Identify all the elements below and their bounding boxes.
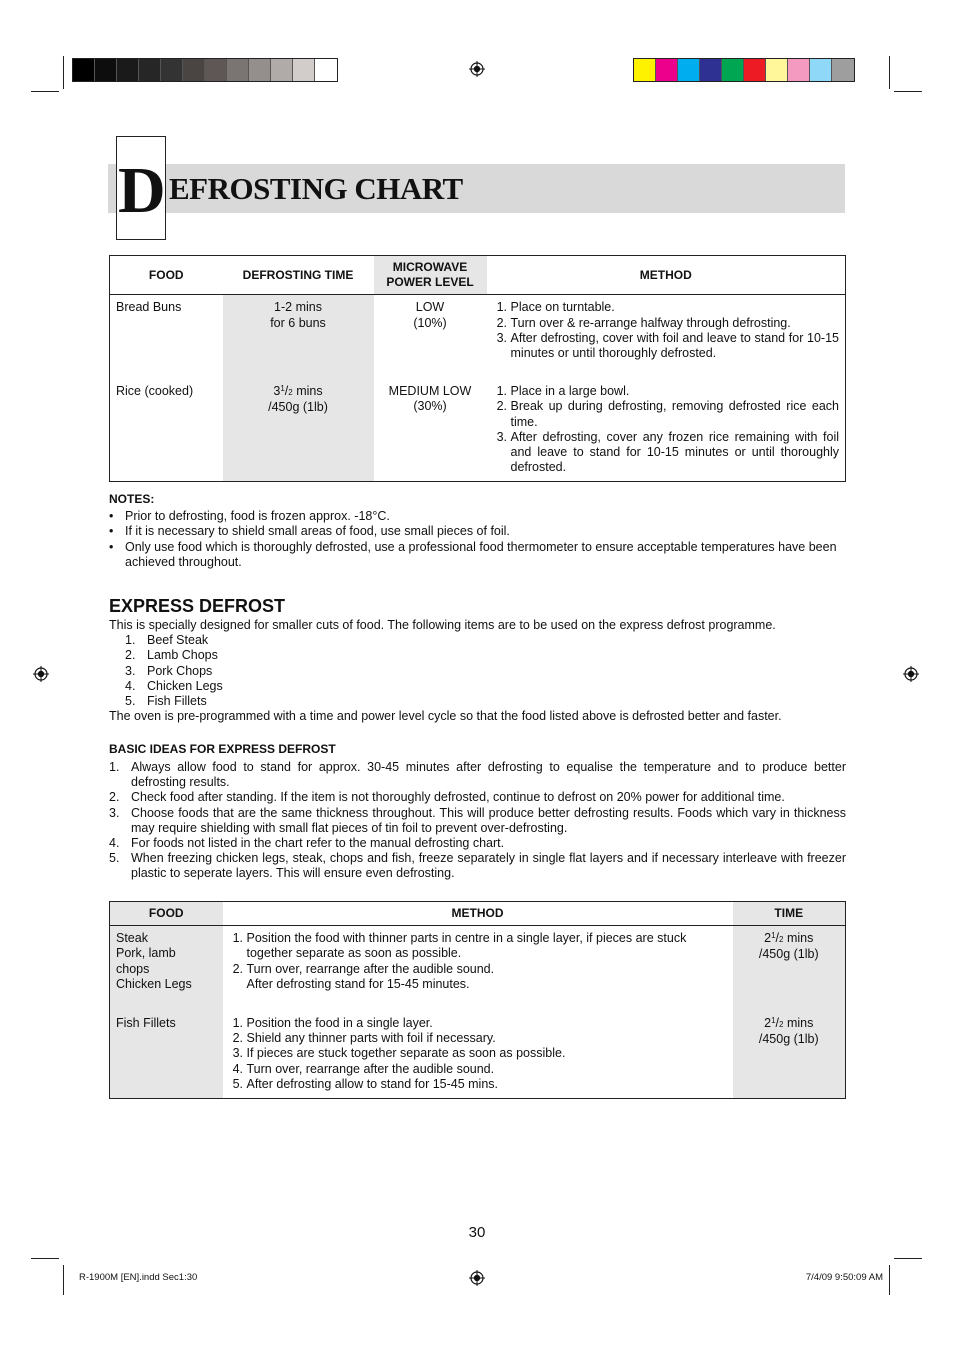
header-method: METHOD	[223, 902, 733, 926]
list-item: 2. Break up during defrosting, removing defrosted rice each time.	[511, 399, 840, 429]
time-cell: $2^1/2$ mins /450g (1lb)	[733, 926, 846, 996]
color-swatch	[722, 59, 744, 81]
registration-mark-icon	[903, 666, 919, 682]
table-row	[110, 295, 846, 365]
footer-file-info: R-1900M [EN].indd Sec1:30	[79, 1272, 198, 1283]
header-time: TIME	[733, 902, 846, 926]
color-swatch	[832, 59, 854, 81]
table-row	[110, 365, 846, 482]
color-swatch	[634, 59, 656, 81]
list-item: 1. Place in a large bowl.	[511, 384, 840, 399]
color-swatch	[700, 59, 722, 81]
method-cell	[487, 365, 846, 482]
express-intro: This is specially designed for smaller cuts of food. The following items are to be used on the express defrost programme.	[109, 618, 776, 632]
express-food-list	[109, 633, 846, 709]
color-swatch	[810, 59, 832, 81]
registration-mark-icon	[469, 61, 485, 77]
list-item: 3. After defrosting, cover any frozen rice remaining with foil and leave to stand for 10-15 minutes or until thoroughly defrosted.	[511, 430, 840, 476]
crop-mark	[63, 56, 64, 89]
list-item: 4. For foods not listed in the chart refer to the manual defrosting chart.	[109, 836, 505, 851]
list-item: 4. Turn over, rearrange after the audible sound.	[247, 1062, 727, 1077]
defrosting-chart-table	[109, 255, 846, 482]
list-item: • If it is necessary to shield small areas of food, use small pieces of foil.	[109, 524, 846, 539]
footer-timestamp: 7/4/09 9:50:09 AM	[805, 1272, 883, 1283]
table-row	[110, 926, 846, 996]
crop-mark	[889, 56, 890, 89]
express-defrost-table	[109, 901, 846, 1099]
list-item: 1. Beef Steak	[125, 633, 209, 648]
list-item: 2. Shield any thinner parts with foil if necessary.	[247, 1031, 727, 1046]
crop-mark	[63, 1265, 64, 1295]
method-cell	[487, 295, 846, 365]
header-defrosting-time: DEFROSTING TIME	[223, 256, 374, 295]
food-cell: Fish Fillets	[110, 996, 223, 1099]
section-heading: EXPRESS DEFROST	[109, 596, 286, 616]
food-cell: Bread Buns	[116, 300, 182, 315]
title-dropcap: D	[118, 154, 166, 227]
list-item: 3. Pork Chops	[125, 663, 213, 678]
notes-heading: NOTES:	[109, 492, 155, 506]
list-item: 5. After defrosting allow to stand for 15-45 mins.	[247, 1077, 727, 1092]
crop-mark	[894, 1258, 922, 1259]
color-swatch	[271, 59, 293, 81]
method-cell	[223, 926, 733, 996]
registration-mark-icon	[33, 666, 49, 682]
method-cell	[223, 996, 733, 1099]
list-item: 5. When freezing chicken legs, steak, chops and fish, freeze separately in single flat layers and if necessary interleave with freezer plastic to seperate layers. This will ensure even defrosting.	[109, 851, 846, 881]
express-intro-block	[109, 618, 846, 724]
time-cell: $3^1/2$ mins /450g (1lb)	[223, 365, 374, 482]
page-title: EFROSTING CHART	[169, 171, 463, 206]
registration-mark-icon	[469, 1270, 485, 1286]
list-item: 3. After defrosting, cover with foil and leave to stand for 10-15 minutes or until thoroughly defrosted.	[511, 331, 840, 361]
time-cell: $2^1/2$ mins /450g (1lb)	[733, 996, 846, 1099]
list-item: 2. Check food after standing. If the item is not thoroughly defrosted, continue to defrost on 20% power for additional time.	[109, 790, 785, 805]
grayscale-color-bar	[72, 58, 338, 82]
subsection-heading: BASIC IDEAS FOR EXPRESS DEFROST	[109, 742, 336, 756]
list-item: 4. Chicken Legs	[125, 678, 223, 693]
list-item: 1. Always allow food to stand for approx. 30-45 minutes after defrosting to equalise the temperature and to produce better defrosting results.	[109, 760, 846, 790]
color-swatch	[788, 59, 810, 81]
power-cell: MEDIUM LOW (30%)	[388, 384, 472, 414]
list-item: 1. Position the food in a single layer.	[247, 1016, 727, 1031]
color-swatch	[656, 59, 678, 81]
express-outro: The oven is pre-programmed with a time and power level cycle so that the food listed above is defrosted better and faster.	[109, 709, 782, 724]
header-power-level: MICROWAVE POWER LEVEL	[374, 256, 487, 295]
color-swatch	[227, 59, 249, 81]
ideas-list	[109, 760, 846, 882]
crop-mark	[894, 91, 922, 92]
color-swatch	[678, 59, 700, 81]
color-swatch	[315, 59, 337, 81]
crop-mark	[889, 1265, 890, 1295]
list-item: 2. Turn over, rearrange after the audible sound.	[247, 962, 727, 977]
table-row	[110, 996, 846, 1099]
crop-mark	[31, 1258, 59, 1259]
method-note: After defrosting stand for 15-45 minutes.	[246, 976, 470, 991]
list-item: 1. Place on turntable.	[511, 300, 840, 315]
color-swatch	[139, 59, 161, 81]
crop-mark	[31, 91, 59, 92]
color-swatch	[161, 59, 183, 81]
list-item: 2. Turn over & re-arrange halfway through defrosting.	[511, 316, 840, 331]
notes-section	[109, 492, 846, 570]
list-item: 5. Fish Fillets	[125, 694, 207, 709]
food-cell: Rice (cooked)	[116, 384, 194, 399]
header-method: METHOD	[487, 256, 846, 295]
color-swatch	[95, 59, 117, 81]
list-item: • Prior to defrosting, food is frozen approx. -18°C.	[109, 509, 846, 524]
color-swatch	[249, 59, 271, 81]
list-item: 1. Position the food with thinner parts in centre in a single layer, if pieces are stuck together separate as soon as possible.	[247, 931, 727, 961]
list-item: 2. Lamb Chops	[125, 648, 218, 663]
header-food: FOOD	[110, 256, 223, 295]
list-item: 3. Choose foods that are the same thickness throughout. This will produce better defrosting results. Foods which vary in thickness may require shielding with small flat pieces of tin foil to prevent over-defrosting.	[109, 805, 846, 835]
color-swatch	[73, 59, 95, 81]
list-item: 3. If pieces are stuck together separate as soon as possible.	[247, 1046, 727, 1061]
list-item: • Only use food which is thoroughly defrosted, use a professional food thermometer to ensure acceptable temperatures have been achieved throughout.	[109, 540, 846, 570]
food-cell: Steak Pork, lamb chops Chicken Legs	[110, 926, 223, 996]
cmyk-color-bar	[633, 58, 855, 82]
power-cell: LOW (10%)	[413, 300, 447, 330]
time-cell: 1-2 mins for 6 buns	[223, 295, 374, 365]
color-swatch	[744, 59, 766, 81]
page-number: 30	[468, 1224, 486, 1241]
color-swatch	[183, 59, 205, 81]
header-food: FOOD	[110, 902, 223, 926]
color-swatch	[293, 59, 315, 81]
color-swatch	[205, 59, 227, 81]
color-swatch	[766, 59, 788, 81]
color-swatch	[117, 59, 139, 81]
